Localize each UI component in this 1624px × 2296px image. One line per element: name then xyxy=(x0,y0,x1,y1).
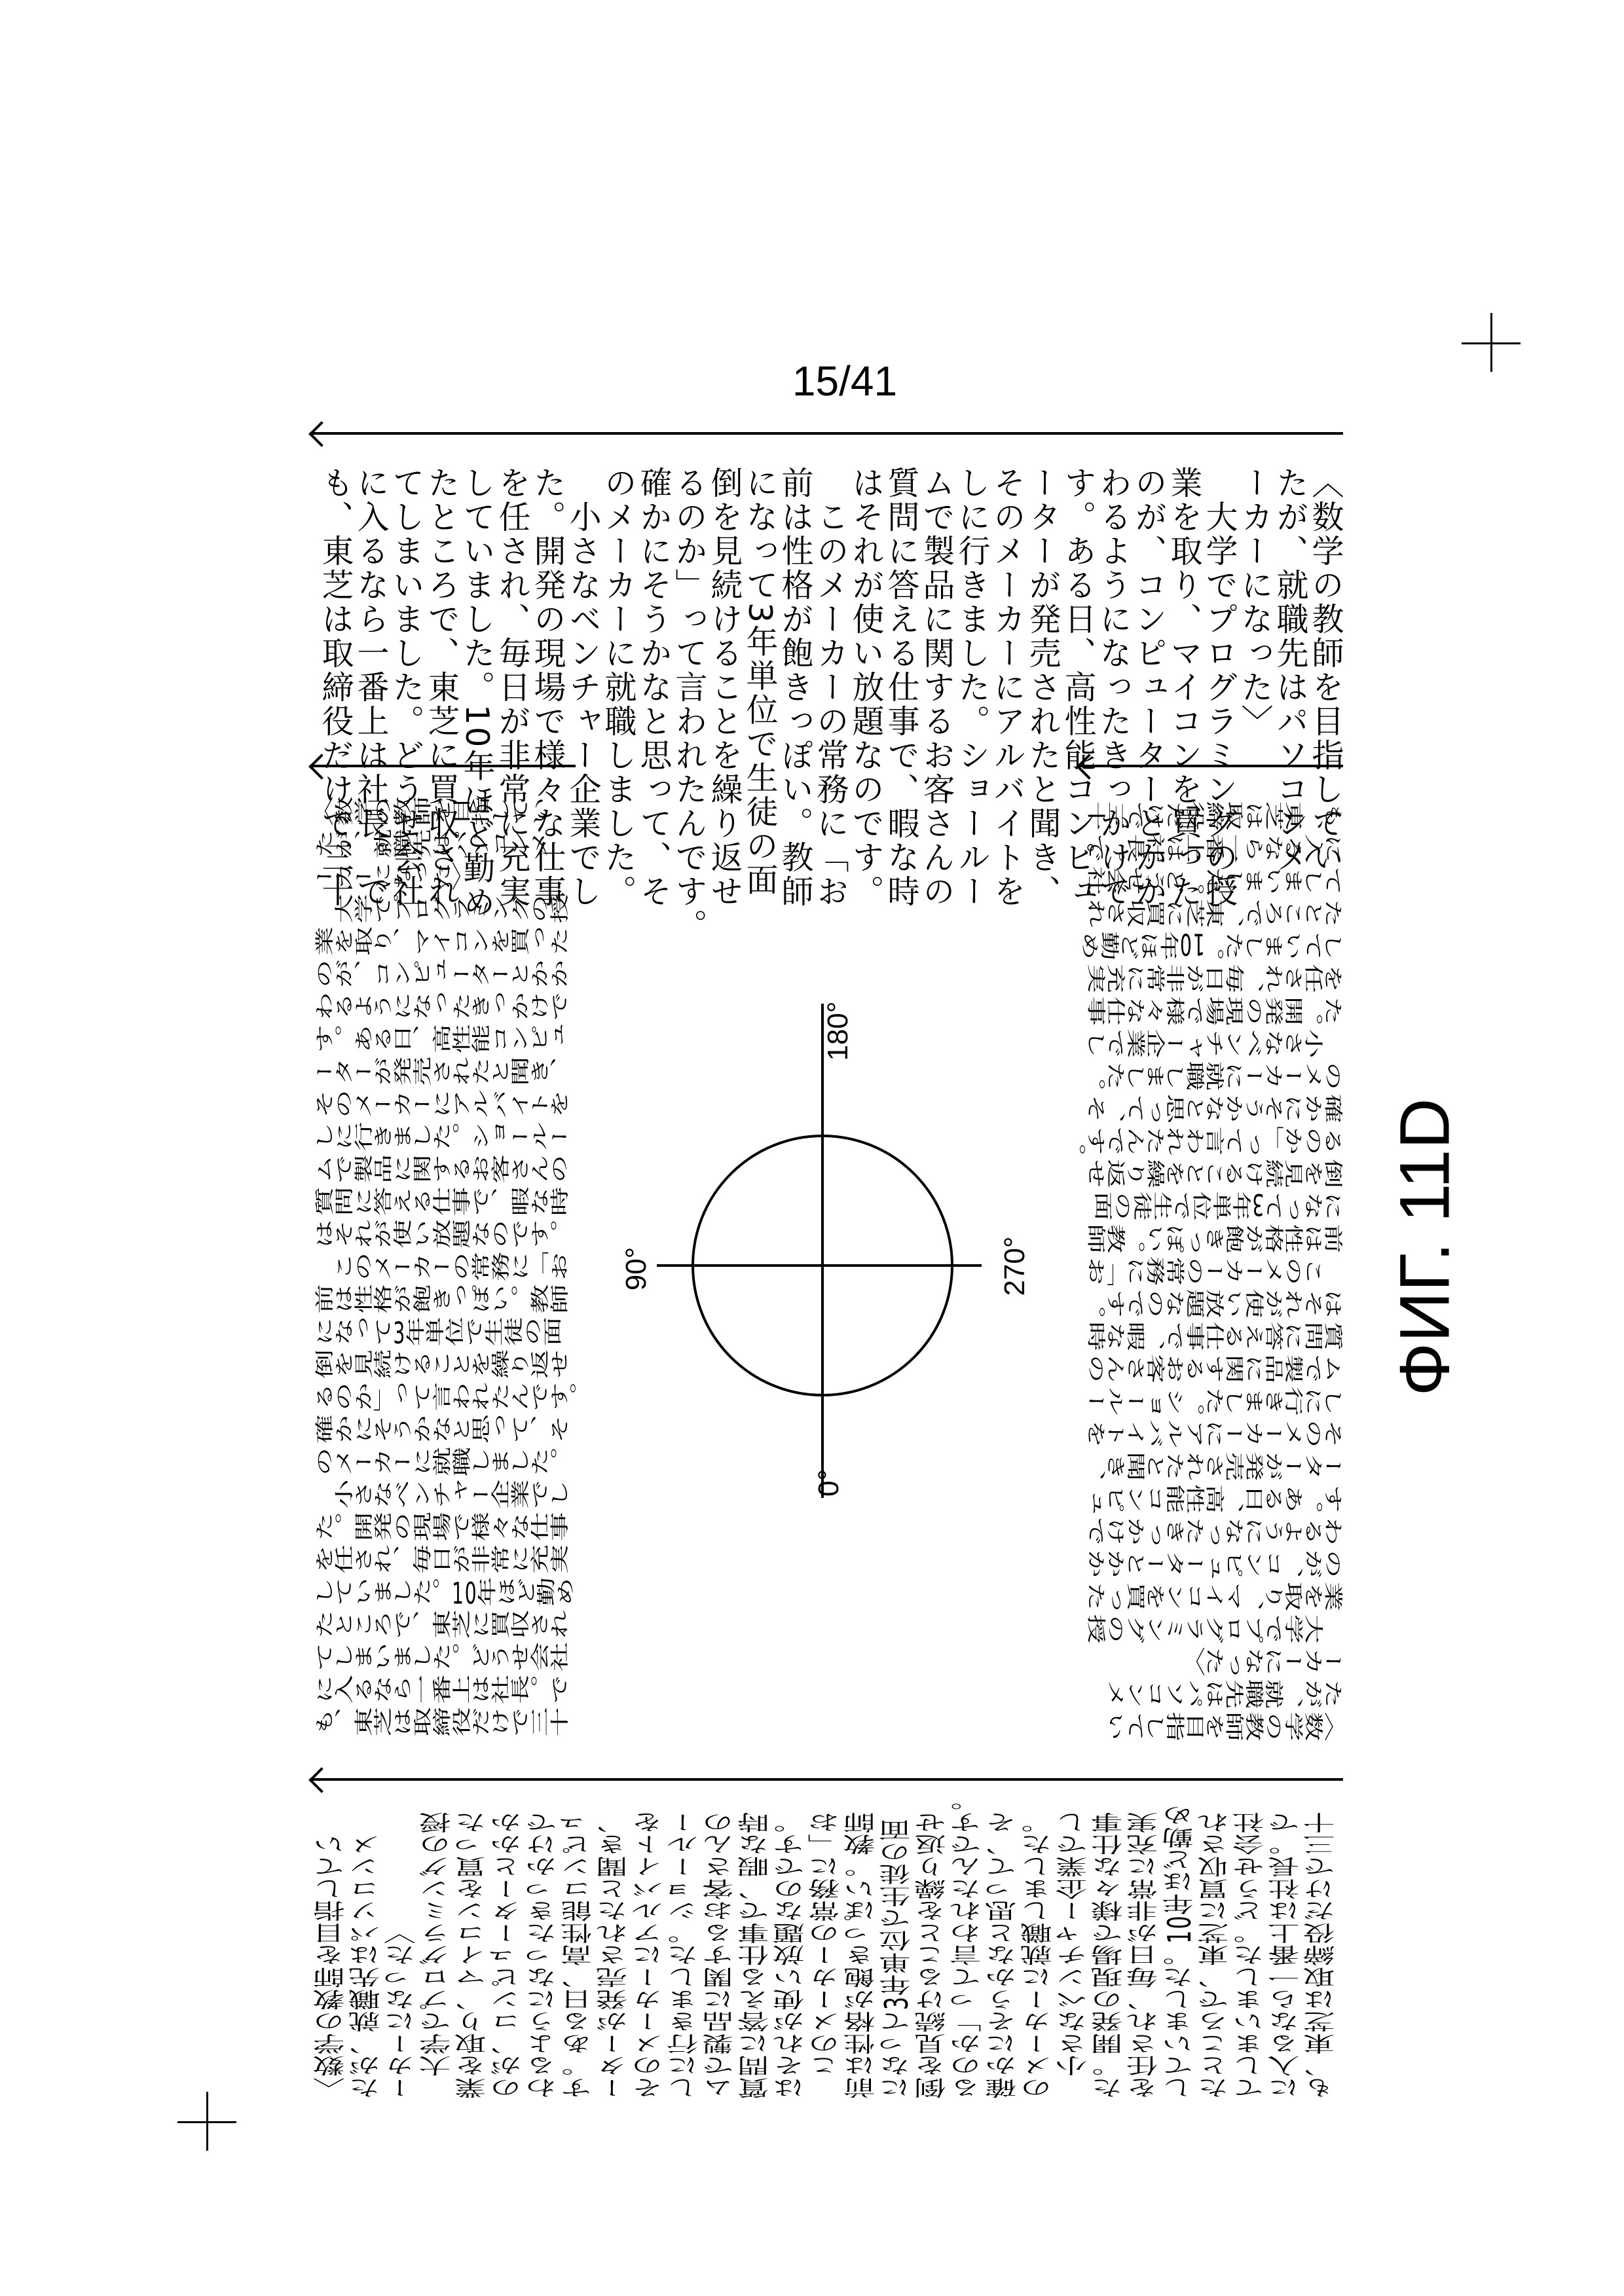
text-column: ムで製品に関するお客さんの xyxy=(315,1155,579,1188)
text-column: も、東芝は取締役だけで三十 xyxy=(318,466,353,924)
text-column: に入るなら一番上は社長。で xyxy=(353,466,388,924)
text-column: ムで製品に関するお客さんの xyxy=(919,466,954,924)
text-column: た。開発の現場で様々な仕事 xyxy=(1092,1801,1127,2099)
text-column: たところで、東芝に買収され xyxy=(1198,1801,1233,2099)
text-column: のが、コンピューターとかか xyxy=(315,960,579,993)
text-column: ーカーになった〉 xyxy=(384,1801,420,2099)
text-column: た。開発の現場で様々な仕事 xyxy=(1077,993,1343,1025)
text-column: そのメーカーにアルバイトを xyxy=(632,1801,667,2099)
text-column: てしまいました。どうせ会社 xyxy=(1077,862,1343,895)
text-column: ーカーになった〉 xyxy=(315,862,579,895)
text-column: 〈数学の教師を目指してい xyxy=(314,1801,349,2099)
text-column: のが、コンピューターとかか xyxy=(490,1801,526,2099)
text-column: ーカーになった〉 xyxy=(1237,466,1272,924)
text-column: も、東芝は取締役だけで三十 xyxy=(1077,797,1343,830)
text-column: 小さなベンチャー企業でし xyxy=(1056,1801,1092,2099)
text-column: 業を取り、マイコンを買った xyxy=(315,927,579,960)
text-column: していました。10年ほど勤め xyxy=(1077,927,1343,960)
text-column: たが、就職先はパソコンメ xyxy=(349,1801,384,2099)
text-column: てしまいました。どうせ会社 xyxy=(1233,1801,1268,2099)
text-column: に入るなら一番上は社長。で xyxy=(1077,829,1343,862)
text-column: ーターが発売されたと聞き、 xyxy=(597,1801,632,2099)
text-column: す。ある日、高性能コンピュ xyxy=(1060,466,1096,924)
text-column: ーターが発売されたと聞き、 xyxy=(1025,466,1060,924)
text-column: 大学でプログラミングの授 xyxy=(1202,466,1237,924)
angle-label-90: 90° xyxy=(620,1247,653,1291)
text-column: わるようになったきっかけで xyxy=(1077,1513,1343,1546)
text-column: 業を取り、マイコンを買った xyxy=(1077,1578,1343,1611)
text-column: 倒を見続けることを繰り返せ xyxy=(315,1350,579,1383)
text-column: はそれが使い放題なのです。 xyxy=(1077,1285,1343,1318)
text-column: 確かにそうかなと思って、そ xyxy=(315,1415,579,1448)
text-column: しに行きました。ショールー xyxy=(315,1122,579,1155)
text-column: 前は性格が飽きっぽい。教師 xyxy=(777,466,813,924)
text-column: た。開発の現場で様々な仕事 xyxy=(530,466,565,924)
text-column: す。ある日、高性能コンピュ xyxy=(1077,1480,1343,1513)
text-column: たところで、東芝に買収され xyxy=(1077,895,1343,928)
text-column: のメーカーに就職しました。 xyxy=(315,1448,579,1480)
text-column: に入るなら一番上は社長。で xyxy=(315,1675,579,1708)
text-column: のメーカーに就職しました。 xyxy=(1021,1801,1056,2099)
text-column: 大学でプログラミングの授 xyxy=(1077,1611,1343,1643)
text-column: していました。10年ほど勤め xyxy=(315,1578,579,1611)
text-column: になって3年単位で生徒の面 xyxy=(315,1318,579,1351)
text-column: ムで製品に関するお客さんの xyxy=(703,1801,738,2099)
text-column: 質問に答える仕事で、暇な時 xyxy=(1077,1318,1343,1351)
text-column: たが、就職先はパソコンメ xyxy=(315,829,579,862)
text-column: になって3年単位で生徒の面 xyxy=(1077,1188,1343,1220)
text-column: も、東芝は取締役だけで三十 xyxy=(1304,1801,1339,2099)
text-column: 〈数学の教師を目指してい xyxy=(1077,1708,1343,1741)
figure-label: ФИГ. 11D xyxy=(1384,1098,1466,1396)
text-column: たが、就職先はパソコンメ xyxy=(1077,1675,1343,1708)
text-column: 〈数学の教師を目指してい xyxy=(1308,466,1343,924)
text-column: わるようになったきっかけで xyxy=(526,1801,561,2099)
text-column: てしまいました。どうせ会社 xyxy=(315,1643,579,1675)
text-column: ムで製品に関するお客さんの xyxy=(1077,1350,1343,1383)
text-column: た。開発の現場で様々な仕事 xyxy=(315,1513,579,1546)
angle-label-180: 180° xyxy=(822,1001,855,1061)
text-column: 質問に答える仕事で、暇な時 xyxy=(315,1188,579,1220)
text-column: たが、就職先はパソコンメ xyxy=(1272,466,1308,924)
text-column: はそれが使い放題なのです。 xyxy=(315,1220,579,1252)
text-column: 小さなベンチャー企業でし xyxy=(315,1480,579,1513)
text-column: ーカーになった〉 xyxy=(1077,1643,1343,1675)
text-column: を任され、毎日が非常に充実 xyxy=(494,466,530,924)
text-column: わるようになったきっかけで xyxy=(1096,466,1131,924)
angle-label-0: 0° xyxy=(813,1469,845,1497)
text-column: を任され、毎日が非常に充実 xyxy=(1077,960,1343,993)
text-column: このメーカーの常務に「お xyxy=(315,1252,579,1285)
text-column: 前は性格が飽きっぽい。教師 xyxy=(844,1801,879,2099)
text-column: このメーカーの常務に「お xyxy=(1077,1252,1343,1285)
text-column: そのメーカーにアルバイトを xyxy=(989,466,1025,924)
text-column: 小さなベンチャー企業でし xyxy=(565,466,600,924)
text-column: も、東芝は取締役だけで三十 xyxy=(315,1708,579,1741)
text-column: 倒を見続けることを繰り返せ xyxy=(1077,1155,1343,1188)
text-column: このメーカーの常務に「お xyxy=(809,1801,844,2099)
text-column: てしまいました。どうせ会社 xyxy=(388,466,424,924)
text-column: 倒を見続けることを繰り返せ xyxy=(915,1801,950,2099)
text-column: そのメーカーにアルバイトを xyxy=(315,1090,579,1123)
text-column: 質問に答える仕事で、暇な時 xyxy=(883,466,919,924)
text-column: るのか」って言われたんです。 xyxy=(1077,1122,1343,1155)
text-column: 小さなベンチャー企業でし xyxy=(1077,1025,1343,1057)
text-column: 大学でプログラミングの授 xyxy=(420,1801,455,2099)
text-column: 業を取り、マイコンを買った xyxy=(1166,466,1202,924)
text-column: しに行きました。ショールー xyxy=(954,466,989,924)
text-column: しに行きました。ショールー xyxy=(667,1801,703,2099)
orientation-diagram xyxy=(0,0,1624,2296)
text-column: していました。10年ほど勤め xyxy=(459,466,494,924)
text-column: はそれが使い放題なのです。 xyxy=(773,1801,809,2099)
text-column: るのか」って言われたんです。 xyxy=(315,1383,579,1415)
text-column: しに行きました。ショールー xyxy=(1077,1383,1343,1415)
text-column: になって3年単位で生徒の面 xyxy=(879,1801,915,2099)
page-number: 15/41 xyxy=(773,357,917,405)
text-column: す。ある日、高性能コンピュ xyxy=(315,1025,579,1057)
text-column: 確かにそうかなと思って、そ xyxy=(636,466,671,924)
text-column: になって3年単位で生徒の面 xyxy=(742,466,777,924)
text-column: を任され、毎日が非常に充実 xyxy=(315,1545,579,1578)
text-column: 倒を見続けることを繰り返せ xyxy=(707,466,742,924)
text-column: るのか」って言われたんです。 xyxy=(671,466,707,924)
text-column: たところで、東芝に買収され xyxy=(424,466,459,924)
text-column: のメーカーに就職しました。 xyxy=(600,466,636,924)
text-column: に入るなら一番上は社長。で xyxy=(1268,1801,1304,2099)
text-column: のが、コンピューターとかか xyxy=(1131,466,1166,924)
text-column: 確かにそうかなと思って、そ xyxy=(986,1801,1021,2099)
text-column: 前は性格が飽きっぽい。教師 xyxy=(1077,1220,1343,1252)
text-column: 大学でプログラミングの授 xyxy=(315,895,579,928)
angle-label-270: 270° xyxy=(999,1236,1031,1296)
text-column: ーターが発売されたと聞き、 xyxy=(315,1057,579,1090)
text-column: ーターが発売されたと聞き、 xyxy=(1077,1448,1343,1480)
text-column: るのか」って言われたんです。 xyxy=(950,1801,986,2099)
text-column: す。ある日、高性能コンピュ xyxy=(561,1801,597,2099)
text-column: のが、コンピューターとかか xyxy=(1077,1545,1343,1578)
text-column: はそれが使い放題なのです。 xyxy=(848,466,883,924)
text-column: わるようになったきっかけで xyxy=(315,993,579,1025)
text-column: のメーカーに就職しました。 xyxy=(1077,1057,1343,1090)
text-column: 質問に答える仕事で、暇な時 xyxy=(738,1801,773,2099)
text-column: 業を取り、マイコンを買った xyxy=(455,1801,490,2099)
text-column: 確かにそうかなと思って、そ xyxy=(1077,1090,1343,1123)
text-column: そのメーカーにアルバイトを xyxy=(1077,1415,1343,1448)
text-column: このメーカーの常務に「お xyxy=(813,466,848,924)
text-column: たところで、東芝に買収され xyxy=(315,1611,579,1643)
text-column: を任され、毎日が非常に充実 xyxy=(1127,1801,1162,2099)
text-column: 〈数学の教師を目指してい xyxy=(315,797,579,830)
text-column: していました。10年ほど勤め xyxy=(1162,1801,1198,2099)
text-column: 前は性格が飽きっぽい。教師 xyxy=(315,1285,579,1318)
